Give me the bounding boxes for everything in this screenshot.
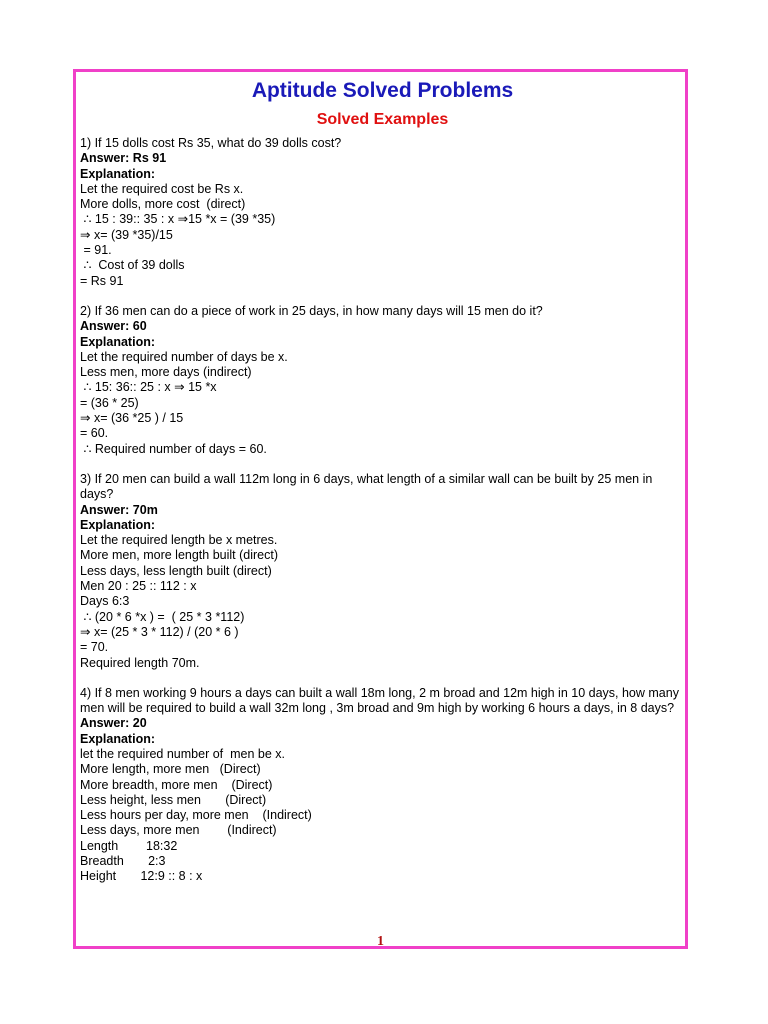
explanation-step: Breadth 2:3 xyxy=(80,854,166,869)
explanation-step: Less hours per day, more men (Indirect) xyxy=(80,808,312,823)
explanation-step: Height 12:9 :: 8 : x xyxy=(80,869,203,884)
explanation-step: = 91. xyxy=(80,243,112,258)
explanation-step: Less days, less length built (direct) xyxy=(80,563,272,578)
explanation-step: More men, more length built (direct) xyxy=(80,548,278,563)
problem-4 xyxy=(80,686,685,885)
explanation-step: = 70. xyxy=(80,640,109,655)
explanation-step: = Rs 91 xyxy=(80,273,124,288)
explanation-heading: Explanation: xyxy=(80,517,156,532)
explanation-step: Days 6:3 xyxy=(80,594,130,609)
explanation-step: Length 18:32 xyxy=(80,838,178,853)
explanation-step: ⇒ x= (39 *35)/15 xyxy=(80,227,173,242)
problem-1 xyxy=(80,136,685,289)
explanation-step: let the required number of men be x. xyxy=(80,746,285,761)
explanation-step: More dolls, more cost (direct) xyxy=(80,197,246,212)
problem-question: 3) If 20 men can build a wall 112m long in 6 days, what length of a similar wall can be built by 25 men in days? xyxy=(80,471,653,502)
page-frame xyxy=(73,69,688,949)
explanation-step: Less men, more days (indirect) xyxy=(80,365,252,380)
explanation-step: More breadth, more men (Direct) xyxy=(80,777,273,792)
explanation-heading: Explanation: xyxy=(80,334,156,349)
problem-answer: Answer: 70m xyxy=(80,502,158,517)
explanation-step: ∴ (20 * 6 *x ) = ( 25 * 3 *112) xyxy=(80,609,245,624)
explanation-step: ∴ 15: 36:: 25 : x ⇒ 15 *x xyxy=(80,380,217,395)
explanation-step: ∴ Cost of 39 dolls xyxy=(80,258,185,273)
problem-question: 1) If 15 dolls cost Rs 35, what do 39 dolls cost? xyxy=(80,136,342,150)
explanation-step: Let the required cost be Rs x. xyxy=(80,181,244,196)
explanation-step: More length, more men (Direct) xyxy=(80,762,261,777)
explanation-step: ⇒ x= (25 * 3 * 112) / (20 * 6 ) xyxy=(80,624,239,639)
explanation-step: Less days, more men (Indirect) xyxy=(80,823,277,838)
explanation-step: Required length 70m. xyxy=(80,655,200,670)
page-content xyxy=(80,72,685,900)
problem-3 xyxy=(80,472,685,671)
explanation-step: = 60. xyxy=(80,426,109,441)
explanation-step: = (36 * 25) xyxy=(80,395,139,410)
explanation-heading: Explanation: xyxy=(80,166,156,181)
page-number: 1 xyxy=(377,934,384,949)
problem-2 xyxy=(80,304,685,457)
problem-question: 2) If 36 men can do a piece of work in 25 days, in how many days will 15 men do it? xyxy=(80,303,543,318)
problem-answer: Answer: 60 xyxy=(80,319,147,334)
explanation-step: Let the required number of days be x. xyxy=(80,349,288,364)
problems-list xyxy=(80,136,685,885)
problem-answer: Answer: Rs 91 xyxy=(80,151,167,166)
page-title: Aptitude Solved Problems xyxy=(251,79,514,102)
explanation-step: ∴ 15 : 39:: 35 : x ⇒15 *x = (39 *35) xyxy=(80,212,276,227)
problem-answer: Answer: 20 xyxy=(80,716,147,731)
problem-question: 4) If 8 men working 9 hours a days can built a wall 18m long, 2 m broad and 12m high in 10 days, how many men will be required to build a wall 32m long , 3m broad and 9m high by working 6 hours a days, in 8 days? xyxy=(80,685,679,716)
explanation-step: ∴ Required number of days = 60. xyxy=(80,441,267,456)
explanation-step: Less height, less men (Direct) xyxy=(80,792,267,807)
explanation-heading: Explanation: xyxy=(80,731,156,746)
section-subtitle: Solved Examples xyxy=(316,111,449,128)
explanation-step: Men 20 : 25 :: 112 : x xyxy=(80,579,197,594)
explanation-step: Let the required length be x metres. xyxy=(80,533,278,548)
explanation-step: ⇒ x= (36 *25 ) / 15 xyxy=(80,411,184,426)
